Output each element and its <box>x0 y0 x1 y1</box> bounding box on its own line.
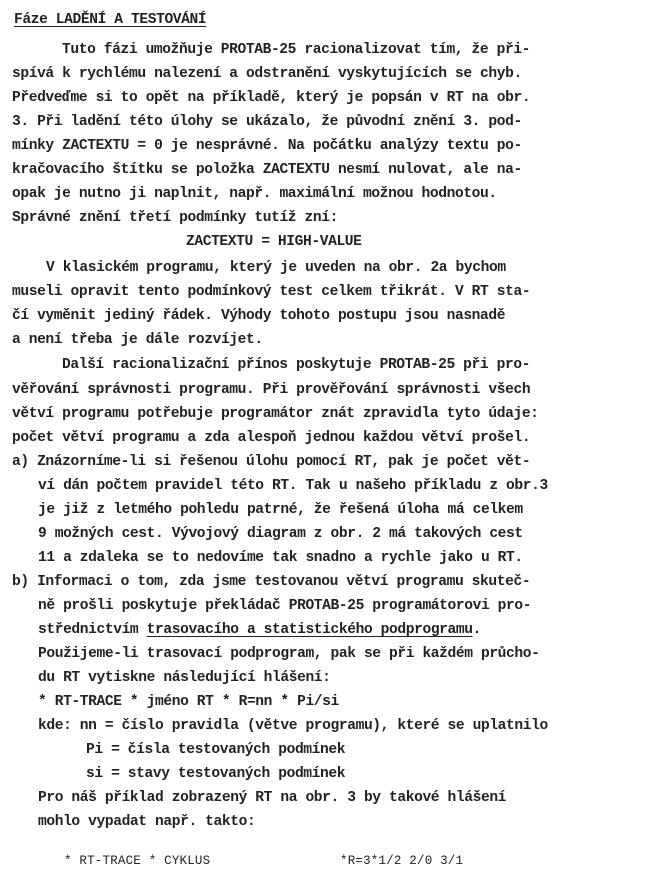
list-item-b: b) Informaci o tom, zda jsme testovanou větví programu skuteč- <box>12 574 531 590</box>
text-line: mohlo vypadat např. takto: <box>38 814 256 830</box>
underlined-phrase: trasovacího a statistického podprogramu <box>146 622 473 638</box>
text-line: 11 a zdaleka se to nedovíme tak snadno a rychle jako u RT. <box>38 550 523 566</box>
text-line: mínky ZACTEXTU = 0 je nesprávné. Na počátku analýzy textu po- <box>12 138 522 154</box>
text-line: věřování správnosti programu. Při prověřování správnosti všech <box>12 382 531 398</box>
text-line: ví dán počtem pravidel této RT. Tak u našeho příkladu z obr.3 <box>38 478 548 494</box>
text-line: Pro náš příklad zobrazený RT na obr. 3 by takové hlášení <box>38 790 507 806</box>
printout-right: *R=3*1/2 2/0 3/1 <box>340 854 464 868</box>
text-line: 9 možných cest. Vývojový diagram z obr. 2 má takových cest <box>38 526 523 542</box>
section-heading: Fáze LADĚNÍ A TESTOVÁNÍ <box>14 12 207 28</box>
text-line: Tuto fázi umožňuje PROTAB-25 racionalizovat tím, že při- <box>62 42 531 58</box>
printout-left: * RT-TRACE * CYKLUS <box>64 854 211 868</box>
text-fragment: . <box>472 622 481 638</box>
text-line: větví programu potřebuje programátor znát zpravidla tyto údaje: <box>12 406 539 422</box>
text-line: ně prošli poskytuje překládač PROTAB-25 programátorovi pro- <box>38 598 532 614</box>
text-line: Další racionalizační přínos poskytuje PROTAB-25 při pro- <box>62 357 531 373</box>
text-line: kde: nn = číslo pravidla (větve programu), které se uplatnilo <box>38 718 548 734</box>
text-line: spívá k rychlému nalezení a odstranění vyskytujících se chyb. <box>12 66 522 82</box>
text-line: V klasickém programu, který je uveden na obr. 2a bychom <box>46 260 506 276</box>
text-line: počet větví programu a zda alespoň jednou každou větví prošel. <box>12 430 531 446</box>
text-line: opak je nutno ji naplnit, např. maximální možnou hodnotou. <box>12 186 497 202</box>
text-line: je již z letmého pohledu patrné, že řešená úloha má celkem <box>38 502 523 518</box>
text-line: kračovacího štítku se položka ZACTEXTU nesmí nulovat, ale na- <box>12 162 522 178</box>
text-line: du RT vytiskne následující hlášení: <box>38 670 331 686</box>
code-line: ZACTEXTU = HIGH-VALUE <box>186 234 362 250</box>
text-line: museli opravit tento podmínkový test celkem třikrát. V RT sta- <box>12 284 531 300</box>
text-line: Správné znění třetí podmínky tutíž zní: <box>12 210 338 226</box>
text-line: si = stavy testovaných podmínek <box>86 766 346 782</box>
text-fragment: střednictvím <box>38 622 139 638</box>
text-line: Pi = čísla testovaných podmínek <box>86 742 346 758</box>
list-item-a: a) Znázorníme-li si řešenou úlohu pomocí RT, pak je počet vět- <box>12 454 531 470</box>
code-line: * RT-TRACE * jméno RT * R=nn * Pi/si <box>38 694 339 710</box>
text-line <box>38 621 481 639</box>
text-line: Předveďme si to opět na příkladě, který je popsán v RT na obr. <box>12 90 531 106</box>
text-line: a není třeba je dále rozvíjet. <box>12 332 263 348</box>
text-line: čí vyměnit jediný řádek. Výhody tohoto postupu jsou nasnadě <box>12 308 506 324</box>
text-line: 3. Při ladění této úlohy se ukázalo, že původní znění 3. pod- <box>12 114 522 130</box>
text-line: Použijeme-li trasovací podprogram, pak se při každém průcho- <box>38 646 540 662</box>
